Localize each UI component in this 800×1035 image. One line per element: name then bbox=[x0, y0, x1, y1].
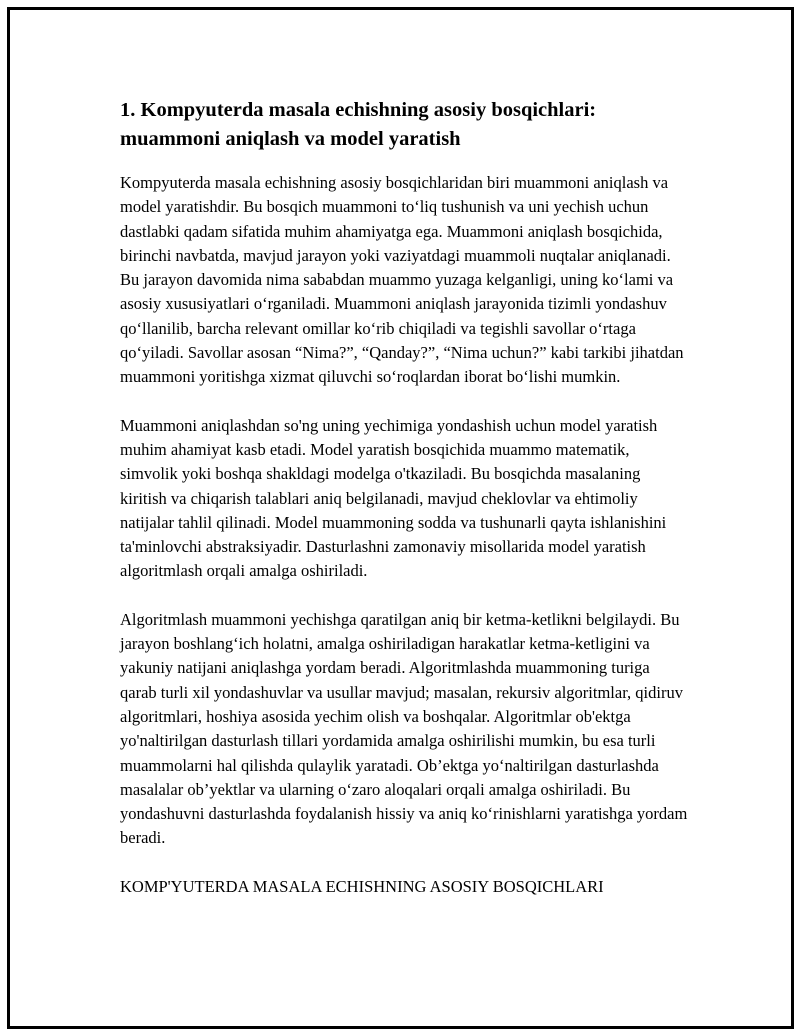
document-content bbox=[120, 96, 690, 899]
section-heading: 1. Kompyuterda masala echishning asosiy bosqichlari: muammoni aniqlash va model yaratish bbox=[120, 99, 597, 150]
document-page bbox=[7, 7, 794, 1029]
paragraph-problem-definition: Kompyuterda masala echishning asosiy bosqichlaridan biri muammoni aniqlash va model yaratishdir. Bu bosqich muammoni to‘liq tushunish va uni yechish uchun dastlabki qadam sifatida muhim ahamiyatga ega. Muammoni aniqlash bosqichida, birinchi navbatda, mavjud jarayon yoki vaziyatdagi muammoli nuqtalar aniqlanadi. Bu jarayon davomida nima sababdan muammo yuzaga kelganligi, uning ko‘lami va asosiy xususiyatlari o‘rganiladi. Muammoni aniqlash jarayonida tizimli yondashuv qo‘llanilib, barcha relevant omillar ko‘rib chiqiladi va tegishli savollar o‘rtaga qo‘yiladi. Savollar asosan “Nima?”, “Qanday?”, “Nima uchun?” kabi tarkibi jihatdan muammoni yoritishga xizmat qiluvchi so‘roqlardan iborat bo‘lishi mumkin. bbox=[120, 173, 684, 387]
paragraph-algorithmization: Algoritmlash muammoni yechishga qaratilgan aniq bir ketma-ketlikni belgilaydi. Bu jarayon boshlang‘ich holatni, amalga oshiriladigan harakatlar ketma-ketligini va yakuniy natijani aniqlashga yordam beradi. Algoritmlashda muammoning turiga qarab turli xil yondashuvlar va usullar mavjud; masalan, rekursiv algoritmlar, qidiruv algoritmlari, hoshiya asosida yechim olish va boshqalar. Algoritmlar ob'ektga yo'naltirilgan dasturlash tillari yordamida amalga oshirilishi mumkin, bu esa turli muammolarni hal qilishda qulaylik yaratadi. Ob’ektga yo‘naltirilgan dasturlashda masalalar ob’yektlar va ularning o‘zaro aloqalari orqali amalga oshiriladi. Bu yondashuvni dasturlashda foydalanish hissiy va aniq ko‘rinishlarni yaratishga yordam beradi. bbox=[120, 609, 688, 848]
paragraph-model-creation: Muammoni aniqlashdan so'ng uning yechimiga yondashish uchun model yaratish muhim ahamiyat kasb etadi. Model yaratish bosqichida muammo matematik, simvolik yoki boshqa shakldagi modelga o'tkaziladi. Bu bosqichda masalaning kiritish va chiqarish talablari aniq belgilanadi, mavjud cheklovlar va ehtimoliy natijalar tahlil qilinadi. Model muammoning sodda va tushunarli qayta ishlanishini ta'minlovchi abstraksiyadir. Dasturlashni zamonaviy misollarida model yaratish algoritmlash orqali amalga oshiriladi. bbox=[120, 415, 667, 581]
closing-heading: KOMP'YUTERDA MASALA ECHISHNING ASOSIY BOSQICHLARI bbox=[120, 876, 604, 896]
